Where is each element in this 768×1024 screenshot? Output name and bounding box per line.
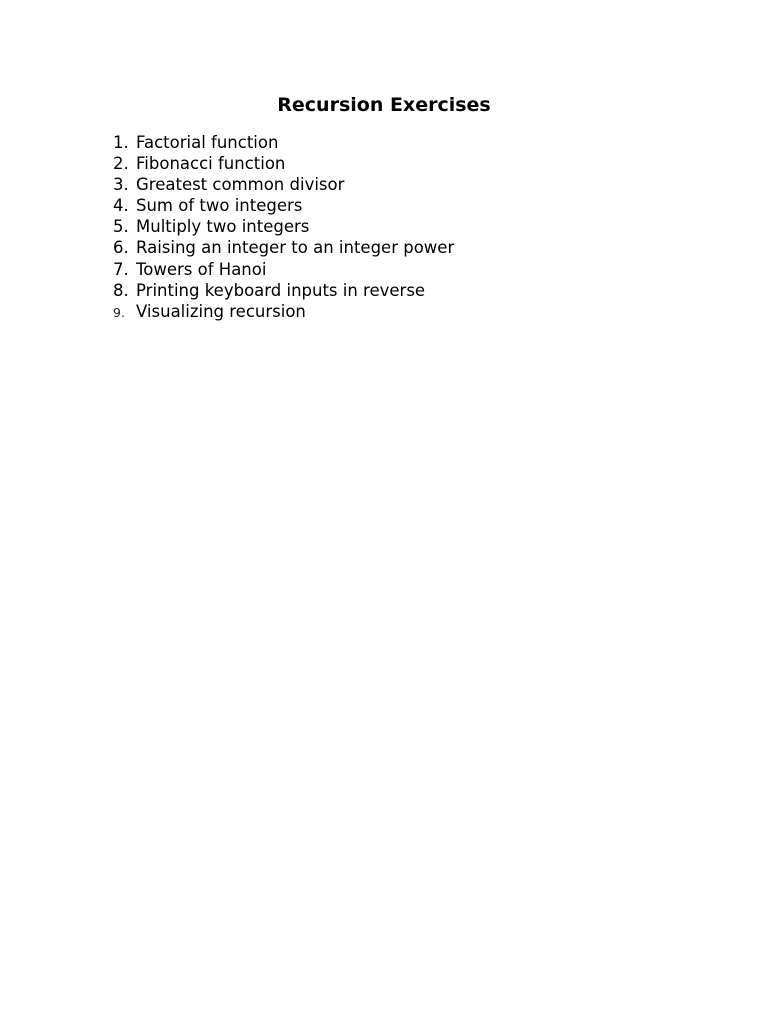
list-item-number: 2. <box>113 154 129 174</box>
list-item-text: Greatest common divisor <box>136 175 345 195</box>
list-item-number: 7. <box>113 259 129 279</box>
list-item-text: Raising an integer to an integer power <box>136 238 455 258</box>
list-item <box>113 174 454 195</box>
list-item-number: 3. <box>113 175 129 195</box>
list-item-text: Visualizing recursion <box>136 301 306 321</box>
list-item-text: Towers of Hanoi <box>136 259 267 279</box>
list-item <box>113 301 454 322</box>
document-title: Recursion Exercises <box>277 94 491 116</box>
list-item-number: 4. <box>113 196 129 216</box>
list-item <box>113 153 454 174</box>
list-item <box>113 237 454 258</box>
list-item-text: Sum of two integers <box>136 196 303 216</box>
list-item <box>113 195 454 216</box>
list-item-number: 6. <box>113 238 129 258</box>
list-item-number: 1. <box>113 133 129 152</box>
list-item-number: 9. <box>113 304 125 320</box>
list-item-number: 8. <box>113 280 129 300</box>
list-item <box>113 132 454 153</box>
list-item-text: Factorial function <box>136 133 279 152</box>
exercise-list <box>113 132 454 322</box>
list-item-number: 5. <box>113 217 129 237</box>
list-item-text: Fibonacci function <box>136 154 286 174</box>
list-item-text: Multiply two integers <box>136 217 310 237</box>
list-item <box>113 280 454 301</box>
list-item <box>113 216 454 237</box>
list-item <box>113 259 454 280</box>
list-item-text: Printing keyboard inputs in reverse <box>136 280 426 300</box>
